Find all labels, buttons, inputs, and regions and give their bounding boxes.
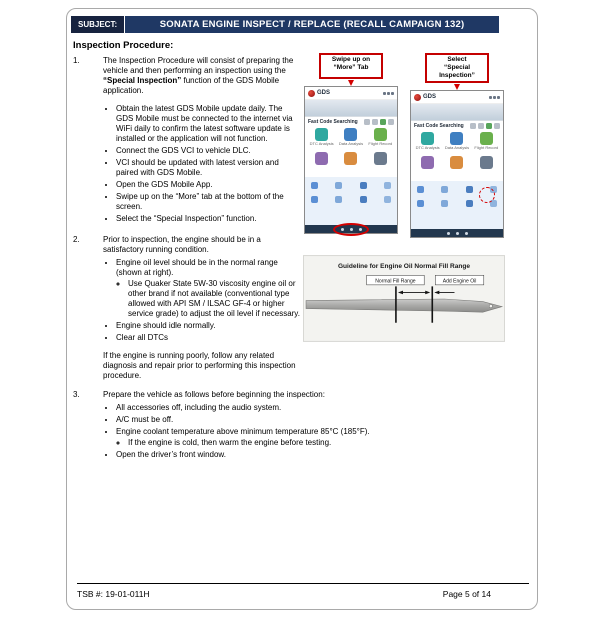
callout-text: Swipe up on bbox=[331, 56, 371, 63]
fast-code-icons bbox=[470, 123, 500, 129]
bullet-item: • Obtain the latest GDS Mobile update daily. The GDS Mobile must be connected to the internet via WiFi daily to confirm the latest software update is installed or the application will not function. bbox=[116, 104, 301, 144]
app-label bbox=[472, 170, 501, 179]
gds-logo-icon bbox=[308, 90, 315, 97]
dipstick-title: Guideline for Engine Oil Normal Fill Range bbox=[337, 263, 471, 271]
callout-text: “More” Tab bbox=[333, 64, 369, 71]
step-2-body bbox=[103, 235, 301, 381]
step-2-note: If the engine is running poorly, follow any related diagnosis and repair prior to performing this inspection procedure. bbox=[103, 351, 296, 380]
step-1-intro bbox=[103, 56, 301, 96]
app-label bbox=[366, 166, 395, 175]
app-icon bbox=[421, 156, 434, 169]
phone-status-bar bbox=[411, 91, 503, 103]
bullet-item: • Swipe up on the “More” tab at the bottom of the screen. bbox=[116, 192, 301, 212]
phone-screenshot-special-inspection bbox=[410, 90, 504, 238]
step-1-intro-text: The Inspection Procedure will consist of preparing the vehicle and then performing an inspection using the bbox=[103, 56, 294, 75]
step-1 bbox=[73, 56, 301, 226]
step-2-intro: Prior to inspection, the engine should be in a satisfactory running condition. bbox=[103, 235, 261, 254]
bullet-item: • All accessories off, including the audio system. bbox=[116, 403, 527, 413]
step-1-bullets bbox=[103, 104, 301, 224]
tsb-number: TSB #: 19-01-011H bbox=[77, 589, 150, 599]
dipstick-image bbox=[303, 255, 505, 342]
step-2 bbox=[73, 235, 301, 381]
data-analysis-icon bbox=[450, 132, 463, 145]
figure-gds-phones bbox=[303, 53, 505, 238]
step-2-number: 2. bbox=[73, 235, 80, 244]
step-1-number: 1. bbox=[73, 56, 80, 65]
app-label: Flight Record bbox=[368, 142, 393, 146]
header-bar bbox=[71, 16, 499, 33]
step-3 bbox=[73, 390, 527, 462]
app-grid bbox=[411, 131, 503, 180]
dtc-analysis-icon bbox=[315, 128, 328, 141]
step-2-bullets bbox=[103, 258, 301, 343]
gds-logo-text: GDS bbox=[423, 94, 437, 100]
app-label bbox=[413, 170, 442, 179]
sub-bullet-item: ◦ If the engine is cold, then warm the engine before testing. bbox=[128, 438, 527, 448]
status-icons bbox=[383, 92, 394, 95]
normal-fill-range-label: Normal Fill Range bbox=[375, 278, 416, 285]
data-analysis-icon bbox=[344, 128, 357, 141]
app-label: Data Analysis bbox=[338, 142, 364, 146]
flight-record-icon bbox=[374, 128, 387, 141]
page-number: Page 5 of 14 bbox=[442, 589, 491, 599]
app-label: DTC Analysis bbox=[415, 146, 440, 150]
more-menu-area bbox=[305, 177, 397, 225]
document-title: SONATA ENGINE INSPECT / REPLACE (RECALL CAMPAIGN 132) bbox=[125, 16, 499, 33]
fast-code-row bbox=[305, 117, 397, 127]
section-title: Inspection Procedure: bbox=[73, 40, 174, 51]
app-icon bbox=[480, 156, 493, 169]
phone-status-bar bbox=[305, 87, 397, 99]
footer bbox=[77, 583, 529, 599]
callout-text: Inspection” bbox=[439, 72, 475, 79]
app-icon bbox=[374, 152, 387, 165]
figure-phone-more-tab bbox=[303, 53, 399, 238]
step-3-sub-bullets bbox=[116, 438, 527, 448]
bullet-item: • Engine should idle normally. bbox=[116, 321, 301, 331]
banner-image bbox=[411, 103, 503, 121]
bullet-text: Engine oil level should be in the normal range (shown at right). bbox=[116, 258, 278, 277]
app-label bbox=[307, 166, 336, 175]
callout-swipe-more bbox=[319, 53, 383, 79]
sub-bullet-item: ◦ Use Quaker State 5W-30 viscosity engine oil or other brand if not available (conventional type allowed with API SM / ILSAC GF-4 or higher service grade) to adjust the oil level if necessary. bbox=[128, 279, 301, 319]
add-engine-oil-label: Add Engine Oil bbox=[442, 278, 477, 285]
step-3-body bbox=[103, 390, 527, 462]
flight-record-icon bbox=[480, 132, 493, 145]
app-grid bbox=[305, 127, 397, 176]
app-icon bbox=[344, 152, 357, 165]
subject-label: SUBJECT: bbox=[71, 16, 124, 33]
figure-dipstick bbox=[303, 255, 505, 347]
bullet-item bbox=[116, 258, 301, 319]
app-label: DTC Analysis bbox=[309, 142, 334, 146]
document-page bbox=[66, 8, 538, 610]
app-label: Flight Record bbox=[474, 146, 499, 150]
footer-divider bbox=[77, 583, 529, 584]
figure-phone-special-inspection bbox=[409, 53, 505, 238]
bullet-item: • VCI should be updated with latest version and paired with GDS Mobile. bbox=[116, 158, 301, 178]
step-1-intro-text: function of the GDS Mobile application. bbox=[103, 76, 280, 95]
step-3-number: 3. bbox=[73, 390, 80, 399]
fast-code-row bbox=[411, 121, 503, 131]
fast-code-label: Fast Code Searching bbox=[414, 123, 464, 129]
step-3-bullets bbox=[103, 403, 527, 460]
bullet-item: • Open the driver’s front window. bbox=[116, 450, 527, 460]
callout-select-special bbox=[425, 53, 489, 83]
app-label: Data Analysis bbox=[444, 146, 470, 150]
step-2-sub-bullets bbox=[116, 279, 301, 319]
callout-text: Select bbox=[447, 56, 467, 63]
menu-icons-row bbox=[311, 196, 391, 203]
special-inspection-highlight bbox=[479, 187, 495, 203]
bullet-item: • Open the GDS Mobile App. bbox=[116, 180, 301, 190]
dipstick-hole bbox=[489, 304, 492, 307]
banner-image bbox=[305, 99, 397, 117]
more-tab-highlight bbox=[333, 223, 369, 236]
bullet-text: Engine coolant temperature above minimum temperature 85°C (185°F). bbox=[116, 427, 370, 436]
app-label bbox=[336, 166, 365, 175]
menu-icons-row bbox=[311, 182, 391, 189]
fast-code-icons bbox=[364, 119, 394, 125]
fast-code-label: Fast Code Searching bbox=[308, 119, 358, 125]
step-1-body bbox=[103, 56, 301, 226]
phone-screenshot-more-tab bbox=[304, 86, 398, 234]
app-icon bbox=[450, 156, 463, 169]
bullet-item bbox=[116, 427, 527, 448]
bullet-item: • A/C must be off. bbox=[116, 415, 527, 425]
bullet-item: • Connect the GDS VCI to vehicle DLC. bbox=[116, 146, 301, 156]
callout-text: “Special bbox=[443, 64, 470, 71]
gds-logo-icon bbox=[414, 94, 421, 101]
bottom-nav bbox=[411, 229, 503, 237]
step-3-intro: Prepare the vehicle as follows before beginning the inspection: bbox=[103, 390, 325, 399]
app-label bbox=[442, 170, 471, 179]
bullet-item: • Clear all DTCs bbox=[116, 333, 301, 343]
app-icon bbox=[315, 152, 328, 165]
gds-logo-text: GDS bbox=[317, 90, 331, 96]
status-icons bbox=[489, 96, 500, 99]
step-1-intro-bold: “Special Inspection” bbox=[103, 76, 182, 85]
bullet-item: • Select the “Special Inspection” function. bbox=[116, 214, 301, 224]
dtc-analysis-icon bbox=[421, 132, 434, 145]
